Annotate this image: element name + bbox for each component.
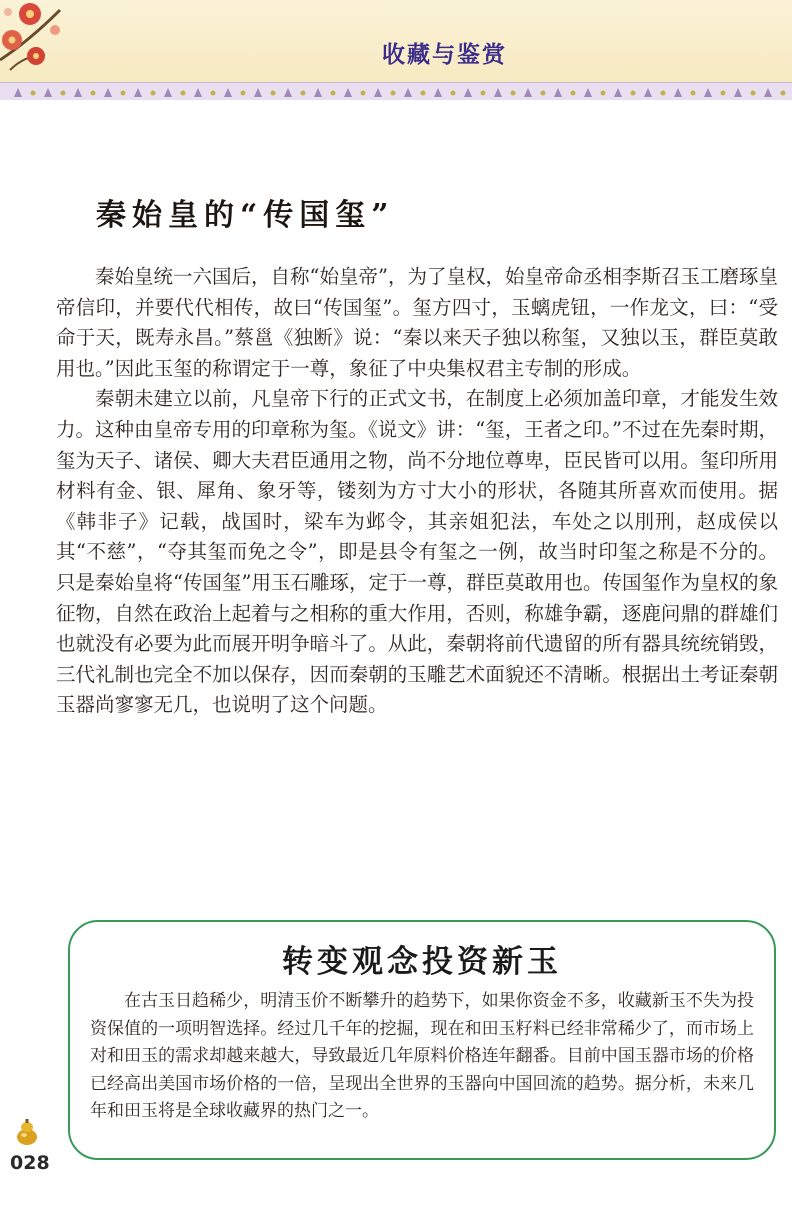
- section-title: 收藏与鉴赏: [382, 41, 507, 68]
- sidebar-box-body: [90, 988, 754, 1126]
- article-body: [56, 262, 778, 721]
- gourd-icon: [14, 1118, 40, 1146]
- decorative-band: [0, 82, 792, 100]
- page-header: [0, 0, 792, 100]
- sidebar-box: [68, 920, 776, 1160]
- sidebar-box-title: 转变观念投资新玉: [282, 944, 562, 980]
- page-number: 028: [10, 1152, 50, 1174]
- article-paragraph: 秦朝未建立以前，凡皇帝下行的正式文书，在制度上必须加盖印章，才能发生效力。这种由皇帝专用的印章称为玺。《说文》讲：“玺，王者之印。”不过在先秦时期，玺为天子、诸侯、卿大夫君臣通用之物，尚不分地位尊卑，臣民皆可以用。玺印所用材料有金、银、犀角、象牙等，镂刻为方寸大小的形状，各随其所喜欢而使用。据《韩非子》记载，战国时，梁车为邺令，其亲姐犯法，车处之以刖刑，赵成侯以其“不慈”，“夺其玺而免之令”，即是县令有玺之一例，故当时印玺之称是不分的。只是秦始皇将“传国玺”用玉石雕琢，定于一尊，群臣莫敢用也。传国玺作为皇权的象征物，自然在政治上起着与之相称的重大作用，否则，称雄争霸，逐鹿问鼎的群雄们也就没有必要为此而展开明争暗斗了。从此，秦朝将前代遗留的所有器具统统销毁，三代礼制也完全不加以保存，因而秦朝的玉雕艺术面貌还不清晰。根据出土考证秦朝玉器尚寥寥无几，也说明了这个问题。: [56, 387, 778, 717]
- plum-blossom-decoration: [0, 0, 70, 78]
- article-paragraph: 秦始皇统一六国后，自称“始皇帝”，为了皇权，始皇帝命丞相李斯召玉工磨琢皇帝信印，并要代代相传，故曰“传国玺”。玺方四寸，玉螭虎钮，一作龙文，曰：“受命于天，既寿永昌。”蔡邕《独断》说：“秦以来天子独以称玺，又独以玉，群臣莫敢用也。”因此玉玺的称谓定于一尊，象征了中央集权君主专制的形成。: [56, 265, 778, 380]
- ornament-pattern: [0, 83, 792, 100]
- article-title: 秦始皇的“传国玺”: [96, 198, 395, 233]
- sidebar-box-paragraph: 在古玉日趋稀少，明清玉价不断攀升的趋势下，如果你资金不多，收藏新玉不失为投资保值的一项明智选择。经过几千年的挖掘，现在和田玉籽料已经非常稀少了，而市场上对和田玉的需求却越来越大，导致最近几年原料价格连年翻番。目前中国玉器市场的价格已经高出美国市场价格的一倍，呈现出全世界的玉器向中国回流的趋势。据分析，未来几年和田玉将是全球收藏界的热门之一。: [90, 991, 754, 1121]
